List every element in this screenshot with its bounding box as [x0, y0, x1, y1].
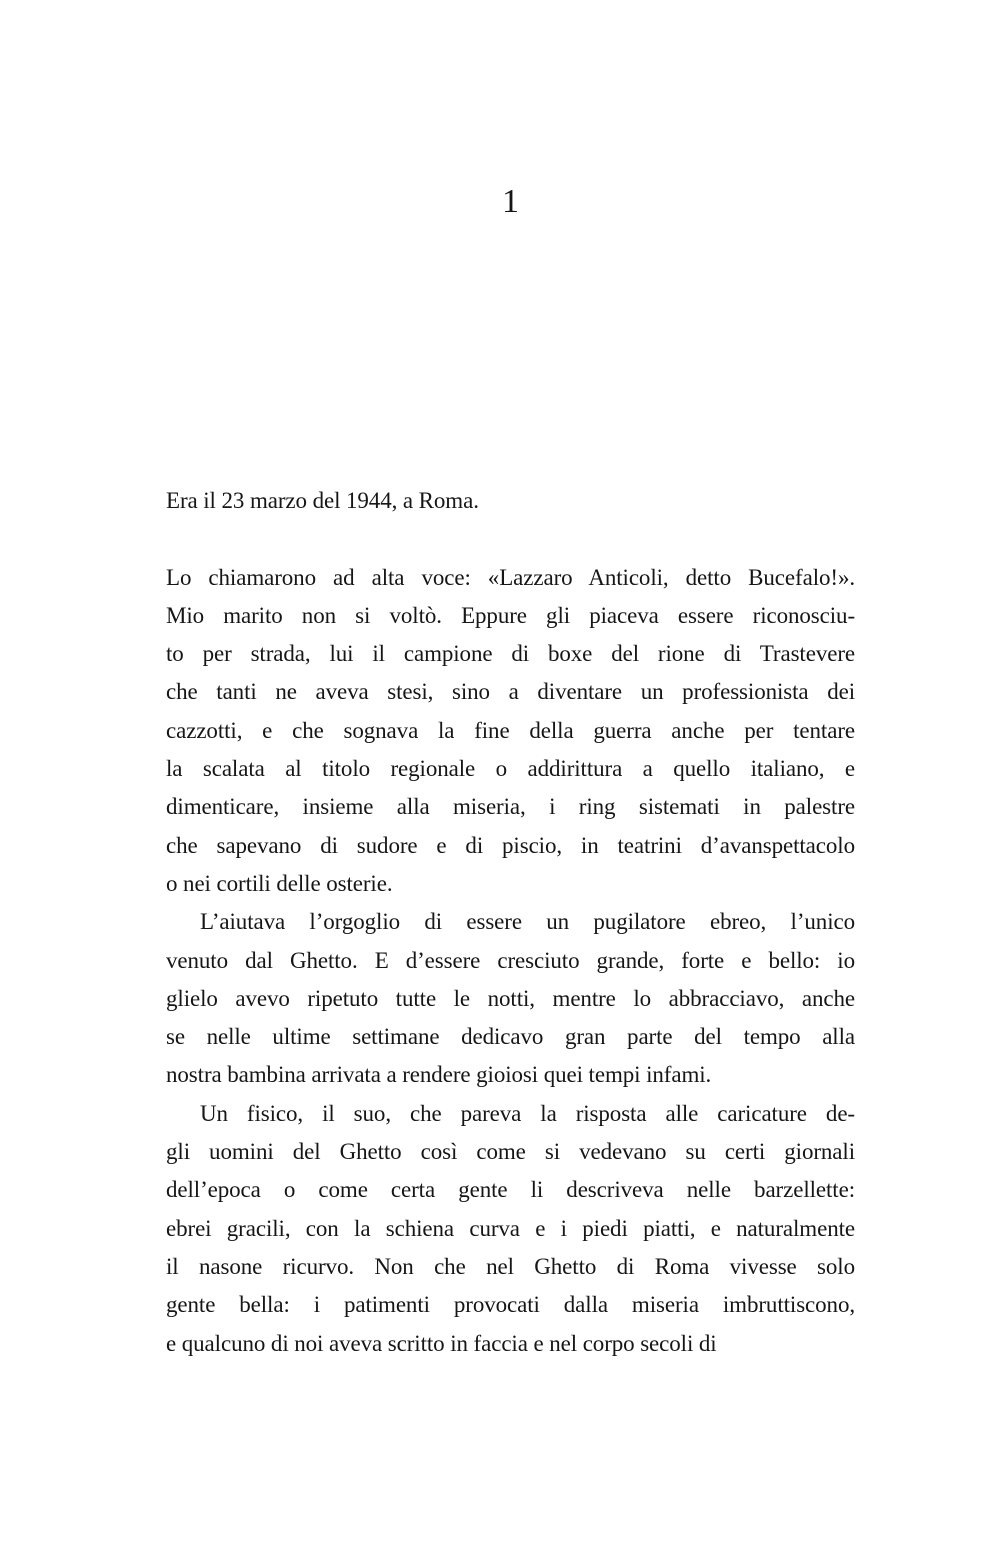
- text-line: o nei cortili delle osterie.: [166, 870, 393, 896]
- text-line: venuto dal Ghetto. E d’essere cresciuto grande, forte e bello: io: [166, 947, 855, 973]
- text-line: cazzotti, e che sognava la fine della guerra anche per tentare: [166, 717, 855, 743]
- text-line: Era il 23 marzo del 1944, a Roma.: [166, 488, 479, 513]
- chapter-number: 1: [502, 183, 519, 220]
- text-line: dell’epoca o come certa gente li descriveva nelle barzellette:: [166, 1177, 855, 1203]
- text-line: dimenticare, insieme alla miseria, i ring sistemati in palestre: [166, 794, 855, 820]
- text-line: nostra bambina arrivata a rendere gioiosi quei tempi infami.: [166, 1062, 712, 1088]
- text-block: [166, 482, 855, 1363]
- text-line: Lo chiamarono ad alta voce: «Lazzaro Anticoli, detto Bucefalo!».: [166, 564, 855, 590]
- paragraph: [166, 1095, 855, 1363]
- text-line: che sapevano di sudore e di piscio, in teatrini d’avanspettacolo: [166, 832, 855, 858]
- text-line: se nelle ultime settimane dedicavo gran parte del tempo alla: [166, 1024, 855, 1050]
- text-line: gli uomini del Ghetto così come si vedevano su certi giornali: [166, 1139, 855, 1165]
- text-line: L’aiutava l’orgoglio di essere un pugilatore ebreo, l’unico: [200, 909, 855, 935]
- text-line: e qualcuno di noi aveva scritto in faccia e nel corpo secoli di: [166, 1330, 717, 1356]
- text-line: Un fisico, il suo, che pareva la risposta alle caricature de-: [200, 1100, 855, 1126]
- text-line: che tanti ne aveva stesi, sino a diventare un professionista dei: [166, 679, 855, 705]
- text-line: gente bella: i patimenti provocati dalla miseria imbruttiscono,: [166, 1292, 855, 1318]
- text-line: Mio marito non si voltò. Eppure gli piaceva essere riconosciu-: [166, 602, 855, 628]
- paragraph: [166, 482, 855, 520]
- text-line: il nasone ricurvo. Non che nel Ghetto di Roma vivesse solo: [166, 1253, 855, 1279]
- text-line: la scalata al titolo regionale o addirittura a quello italiano, e: [166, 756, 855, 782]
- paragraph: [166, 903, 855, 1094]
- paragraph: [166, 559, 855, 904]
- text-line: glielo avevo ripetuto tutte le notti, mentre lo abbracciavo, anche: [166, 985, 855, 1011]
- text-line: ebrei gracili, con la schiena curva e i piedi piatti, e naturalmente: [166, 1215, 855, 1241]
- text-line: to per strada, lui il campione di boxe del rione di Trastevere: [166, 641, 855, 667]
